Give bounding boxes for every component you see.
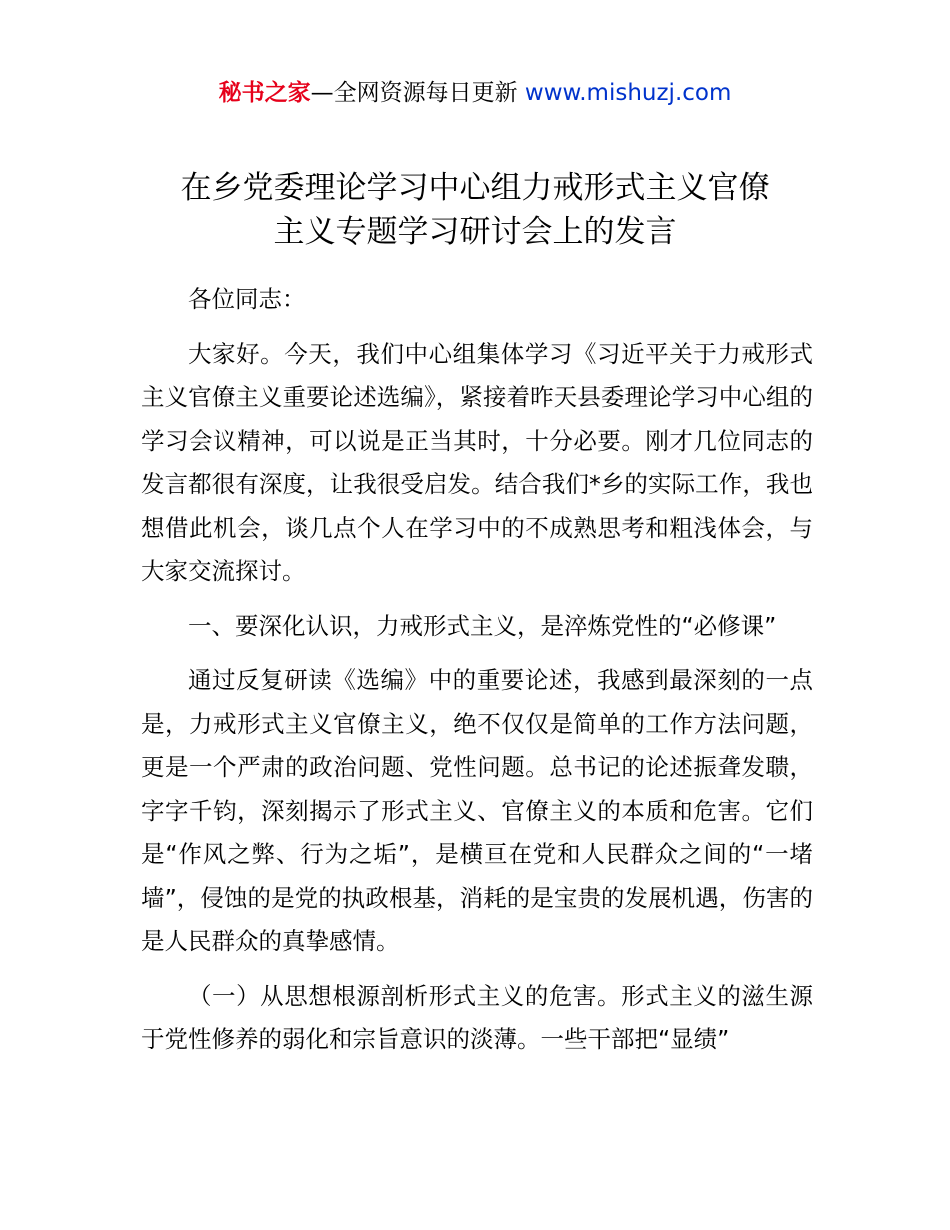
site-brand: 秘书之家: [218, 80, 311, 106]
body-paragraph: 大家好。今天，我们中心组集体学习《习近平关于力戒形式主义官僚主义重要论述选编》，紧接着昨天县委理论学习中心组的学习会议精神，可以说是正当其时，十分必要。刚才几位同志的发言都很有深度，让我很受启发。结合我们*乡的实际工作，我也想借此机会，谈几点个人在学习中的不成熟思考和粗浅体会，与大家交流探讨。: [141, 339, 813, 585]
site-url-link[interactable]: www.mishuzj.com: [524, 80, 732, 106]
document-title-line-1: 在乡党委理论学习中心组力戒形式主义官僚: [180, 170, 770, 206]
section-heading: 一、要深化认识，力戒形式主义，是淬炼党性的“必修课”: [188, 611, 777, 640]
document-body: [141, 278, 813, 1073]
site-header: [0, 78, 950, 108]
document-title: [0, 166, 950, 254]
body-paragraph: 通过反复研读《选编》中的重要论述，我感到最深刻的一点是，力戒形式主义官僚主义，绝不仅仅是简单的工作方法问题，更是一个严肃的政治问题、党性问题。总书记的论述振聋发聩，字字千钧，深刻揭示了形式主义、官僚主义的本质和危害。它们是“作风之弊、行为之垢”，是横亘在党和人民群众之间的“一堵墙”，侵蚀的是党的执政根基，消耗的是宝贵的发展机遇，伤害的是人民群众的真挚感情。: [141, 666, 813, 955]
site-tagline: —全网资源每日更新: [310, 80, 525, 106]
body-paragraph: （一）从思想根源剖析形式主义的危害。形式主义的滋生源于党性修养的弱化和宗旨意识的淡薄。一些干部把“显绩”: [141, 981, 813, 1053]
document-title-line-2: 主义专题学习研讨会上的发言: [273, 214, 677, 250]
salutation-paragraph: 各位同志：: [188, 285, 306, 313]
